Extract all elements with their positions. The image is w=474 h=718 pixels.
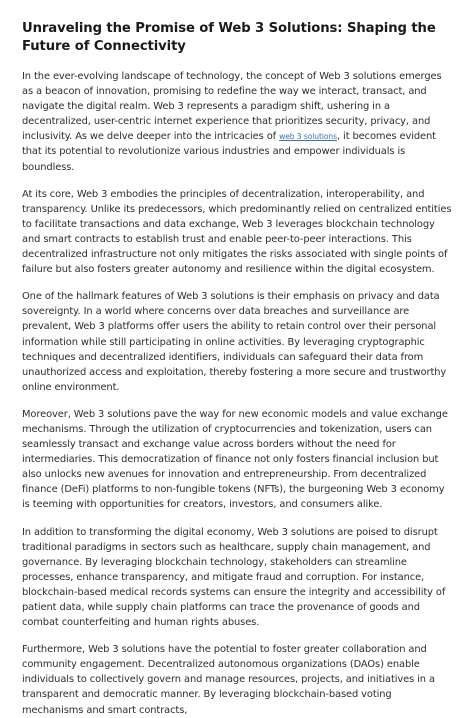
paragraph-privacy: One of the hallmark features of Web 3 solutions is their emphasis on privacy and data sovereignty. In a world where concerns over data breaches and surveillance are prevalent, Web 3 platforms offer users the ability to retain control over their personal information while still participating in online activities. By leveraging cryptographic techniques and decentralized identifiers, individuals can safeguard their data from unauthorized access and exploitation, thereby fostering a more secure and trustworthy online environment. xyxy=(22,291,447,393)
article-title: Unraveling the Promise of Web 3 Solutions: Shaping the Future of Connectivity xyxy=(22,21,436,54)
web3-solutions-link[interactable]: web 3 solutions xyxy=(279,132,337,142)
paragraph-sector-disruption: In addition to transforming the digital economy, Web 3 solutions are poised to disrupt traditional paradigms in sectors such as healthcare, supply chain management, and governance. By leveraging blockchain technology, stakeholders can streamline processes, enhance transparency, and mitigate fraud and corruption. For instance, blockchain-based medical records systems can ensure the integrity and accessibility of patient data, while supply chain platforms can trace the provenance of goods and combat counterfeiting and human rights abuses. xyxy=(22,526,446,629)
intro-text-before-link: In the ever-evolving landscape of technology, the concept of Web 3 solutions emerges as a beacon of innovation, promising to redefine the way we interact, transact, and navigate the digital realm. Web 3 represents a paradigm shift, ushering in a decentralized, user-centric internet experience that prioritizes security, privacy, and inclusivity. As we delve deeper into the intricacies of xyxy=(22,71,442,143)
intro-text-after-link: , it becomes evident that its potential to revolutionize various industries and empower individuals is boundless. xyxy=(22,131,436,173)
paragraph-collaboration: Furthermore, Web 3 solutions have the potential to foster greater collaboration and community engagement. Decentralized autonomous organizations (DAOs) enable individuals to collectively govern and manage resources, projects, and initiatives in a transparent and democratic manner. By leveraging blockchain-based voting mechanisms and smart contracts, xyxy=(22,644,435,716)
paragraph-economic-models: Moreover, Web 3 solutions pave the way for new economic models and value exchange mechanisms. Through the utilization of cryptocurrencies and tokenization, users can seamlessly transact and exchange value across borders without the need for intermediaries. This democratization of finance not only fosters financial inclusion but also unlocks new avenues for innovation and entrepreneurship. From decentralized finance (DeFi) platforms to non-fungible tokens (NFTs), the burgeoning Web 3 economy is teeming with opportunities for creators, investors, and consumers alike. xyxy=(22,408,448,511)
intro-paragraph xyxy=(22,69,454,175)
paragraph-core-principles: At its core, Web 3 embodies the principles of decentralization, interoperability, and transparency. Unlike its predecessors, which predominantly relied on centralized entities to facilitate transactions and data exchange, Web 3 leverages blockchain technology and smart contracts to establish trust and enable peer-to-peer interactions. This decentralized infrastructure not only mitigates the risks associated with single points of failure but also fosters greater autonomy and resilience within the digital ecosystem. xyxy=(22,188,452,276)
